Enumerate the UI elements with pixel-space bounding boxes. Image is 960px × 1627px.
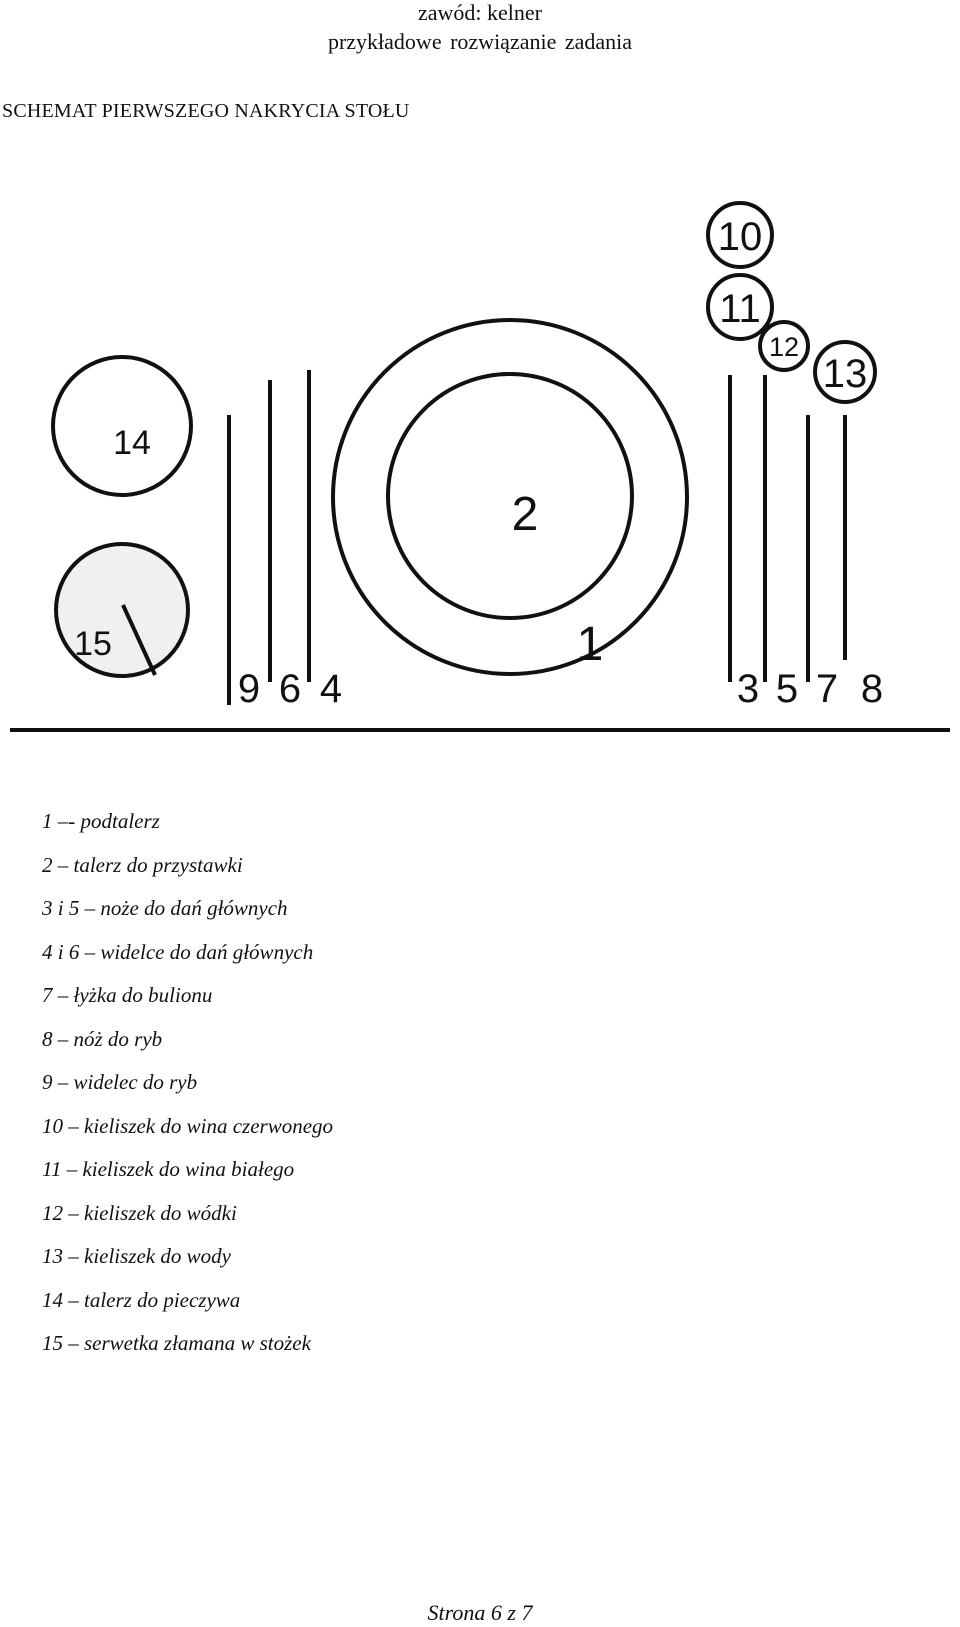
label-13: 13 [822,352,868,396]
label-14: 14 [113,424,151,462]
table-setting-diagram [0,0,960,740]
legend-item: 8 – nóż do ryb [42,1026,163,1051]
label-12: 12 [768,332,800,362]
legend-item: 2 – talerz do przystawki [42,852,243,877]
legend-item: 9 – widelec do ryb [42,1070,198,1094]
label-7: 7 [815,667,839,711]
label-5: 5 [775,667,799,711]
legend-list [42,808,333,1374]
legend-item: 14 – talerz do pieczywa [42,1287,241,1312]
label-15: 15 [74,625,112,663]
legend-item: 3 i 5 – noże do dań głównych [42,896,288,920]
label-2: 2 [511,488,539,541]
legend-item: 4 i 6 – widelce do dań głównych [42,939,314,964]
legend-item: 11 – kieliszek do wina białego [42,1157,295,1181]
legend-item: 7 – łyżka do bulionu [42,983,213,1007]
label-11: 11 [719,287,761,331]
subtitle-line: przykładowe rozwiązanie zadania [327,29,633,54]
page-title: SCHEMAT PIERWSZEGO NAKRYCIA STOŁU [2,100,410,122]
appetizer-plate-shape [388,374,632,618]
legend-item: 10 – kieliszek do wina czerwonego [42,1113,334,1138]
legend-item: 1 –- podtalerz [42,809,160,833]
legend-item: 15 – serwetka złamana w stożek [42,1331,311,1355]
label-6: 6 [278,667,302,711]
label-1: 1 [576,618,604,671]
label-3: 3 [736,667,760,711]
legend-item: 13 – kieliszek do wody [42,1244,231,1268]
legend-item: 12 – kieliszek do wódki [42,1200,237,1225]
label-8: 8 [860,667,884,711]
profession-line: zawód: kelner [418,0,542,25]
label-10: 10 [717,215,763,259]
label-9: 9 [237,667,261,711]
page-number: Strona 6 z 7 [427,1600,533,1625]
label-4: 4 [319,667,343,711]
